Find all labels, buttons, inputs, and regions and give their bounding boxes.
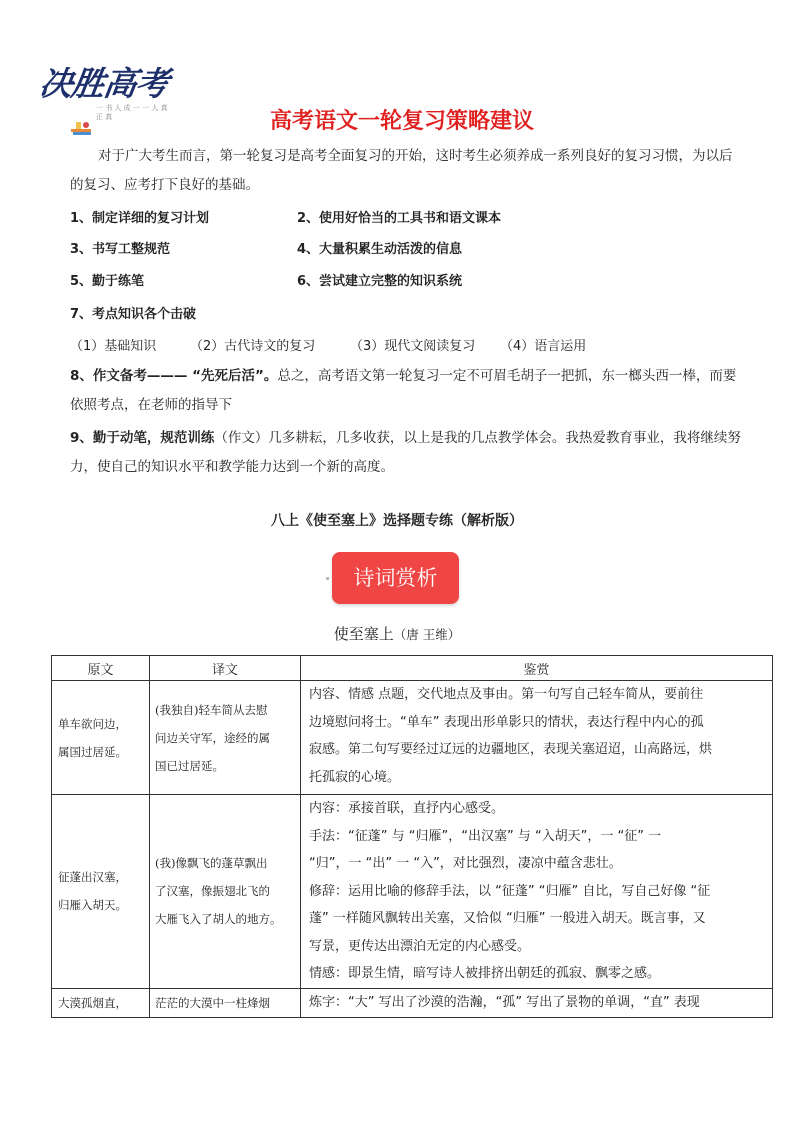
header-translation: 译文 <box>150 656 301 681</box>
logo-subtext: 一 书 人 成 一 一 人 真 正 真 <box>96 104 168 121</box>
table-row <box>52 988 773 1017</box>
appreciation-line: 写景，更传达出漂泊无定的内心感受。 <box>309 938 531 954</box>
original-line: 单车欲问边， <box>58 716 127 731</box>
tip-8 <box>70 362 742 420</box>
translation-line: 大雁飞入了胡人的地方。 <box>155 912 282 927</box>
tip-2: 2、使用好恰当的工具书和语文课本 <box>297 211 502 226</box>
intro-paragraph: 对于广大考生而言，第一轮复习是高考全面复习的开始，这时考生必须养成一系列良好的复习习惯，为以后的复习、应考打下良好的基础。 <box>70 148 733 193</box>
translation-cell <box>150 681 301 795</box>
subtopic-4: （4）语言运用 <box>500 339 587 354</box>
tip-8-body: 总之，高考语文第一轮复习一定不可眉毛胡子一把抓，东一榔头西一棒，而要依照考点，在老师的指导下 <box>70 368 737 413</box>
translation-cell <box>150 988 301 1017</box>
original-cell <box>52 988 150 1017</box>
tip-9-heading: 9、勤于动笔，规范训练 <box>70 430 215 446</box>
table-row <box>52 795 773 989</box>
appreciation-line: 托孤寂的心境。 <box>309 769 401 785</box>
tip-4: 4、大量积累生动活泼的信息 <box>297 242 463 257</box>
original-cell <box>52 681 150 795</box>
translation-line: (我独自)轻车简从去慰 <box>155 702 268 717</box>
translation-line: 了汉塞，像振翅北飞的 <box>155 884 270 899</box>
original-line: 属国过居延。 <box>58 744 127 759</box>
poem-name: 使至塞上 <box>333 625 394 643</box>
document-title: 高考语文一轮复习策略建议 <box>269 109 534 134</box>
translation-line: 国已过居延。 <box>155 758 224 773</box>
header-appreciation: 鉴赏 <box>301 656 773 681</box>
appreciation-line: “归”，一 “出” 一 “入”，对比强烈，凄凉中蕴含悲壮。 <box>309 856 622 871</box>
appreciation-cell <box>301 795 773 989</box>
tip-6: 6、尝试建立完整的知识系统 <box>297 274 463 289</box>
section-title: 八上《使至塞上》选择题专练（解析版） <box>271 513 523 529</box>
poetry-appreciation-badge: 诗词赏析 <box>332 552 459 604</box>
subtopic-2: （2）古代诗文的复习 <box>190 339 316 354</box>
appreciation-line: 情感：即景生情，暗写诗人被排挤出朝廷的孤寂、飘零之感。 <box>309 966 661 981</box>
tip-8-heading: 8、作文备考——— “先死后活”。 <box>70 368 278 384</box>
appreciation-line: 修辞：运用比喻的修辞手法，以 “征蓬” “归雁” 自比，写自己好像 “征 <box>309 883 711 899</box>
tip-9 <box>70 424 742 482</box>
translation-line: (我)像飘飞的蓬草飘出 <box>155 856 268 871</box>
original-cell <box>52 795 150 989</box>
translation-line: 茫茫的大漠中一柱烽烟 <box>155 995 270 1010</box>
appreciation-line: 寂感。第二句写要经过辽远的边疆地区，表现关塞迢迢，山高路远，烘 <box>309 742 713 757</box>
original-line: 归雁入胡天。 <box>58 898 127 913</box>
original-line: 征蓬出汉塞， <box>58 870 127 885</box>
tip-3: 3、书写工整规范 <box>70 242 171 257</box>
appreciation-line: 内容：承接首联，直抒内心感受。 <box>309 801 505 816</box>
logo-text: 决胜高考 <box>36 64 171 103</box>
poem-title <box>0 623 794 644</box>
appreciation-line: 蓬” 一样随风飘转出关塞，又恰似 “归雁” 一般进入胡天。既言事，又 <box>309 911 706 926</box>
tip-1: 1、制定详细的复习计划 <box>70 211 210 226</box>
analysis-table <box>51 655 773 1018</box>
tip-5: 5、勤于练笔 <box>70 274 145 289</box>
poem-author: （唐 王维） <box>393 627 461 642</box>
appreciation-line: 炼字：“大” 写出了沙漠的浩瀚，“孤” 写出了景物的单调，“直” 表现 <box>309 994 700 1010</box>
subtopic-1: （1）基础知识 <box>70 339 157 354</box>
original-line: 大漠孤烟直， <box>58 995 127 1010</box>
table-header-row <box>52 656 773 681</box>
tip-7: 7、考点知识各个击破 <box>70 307 197 322</box>
table-row <box>52 681 773 795</box>
tip-9-body: （作文）几多耕耘，几多收获，以上是我的几点教学体会。我热爱教育事业，我将继续努力，使自己的知识水平和教学能力达到一个新的高度。 <box>70 430 741 475</box>
appreciation-line: 手法：“征蓬” 与 “归雁”，“出汉塞” 与 “入胡天”，一 “征” 一 <box>309 828 662 844</box>
appreciation-line: 内容、情感 点题，交代地点及事由。第一句写自己轻车简从，要前往 <box>309 687 704 702</box>
appreciation-line: 边境慰问将士。“单车” 表现出形单影只的情状，表达行程中内心的孤 <box>309 714 704 730</box>
appreciation-cell <box>301 681 773 795</box>
subtopic-3: （3）现代文阅读复习 <box>350 339 476 354</box>
translation-line: 问边关守军，途经的属 <box>155 730 270 745</box>
appreciation-cell <box>301 988 773 1017</box>
translation-cell <box>150 795 301 989</box>
badge-dot <box>326 577 329 580</box>
header-original: 原文 <box>52 656 150 681</box>
